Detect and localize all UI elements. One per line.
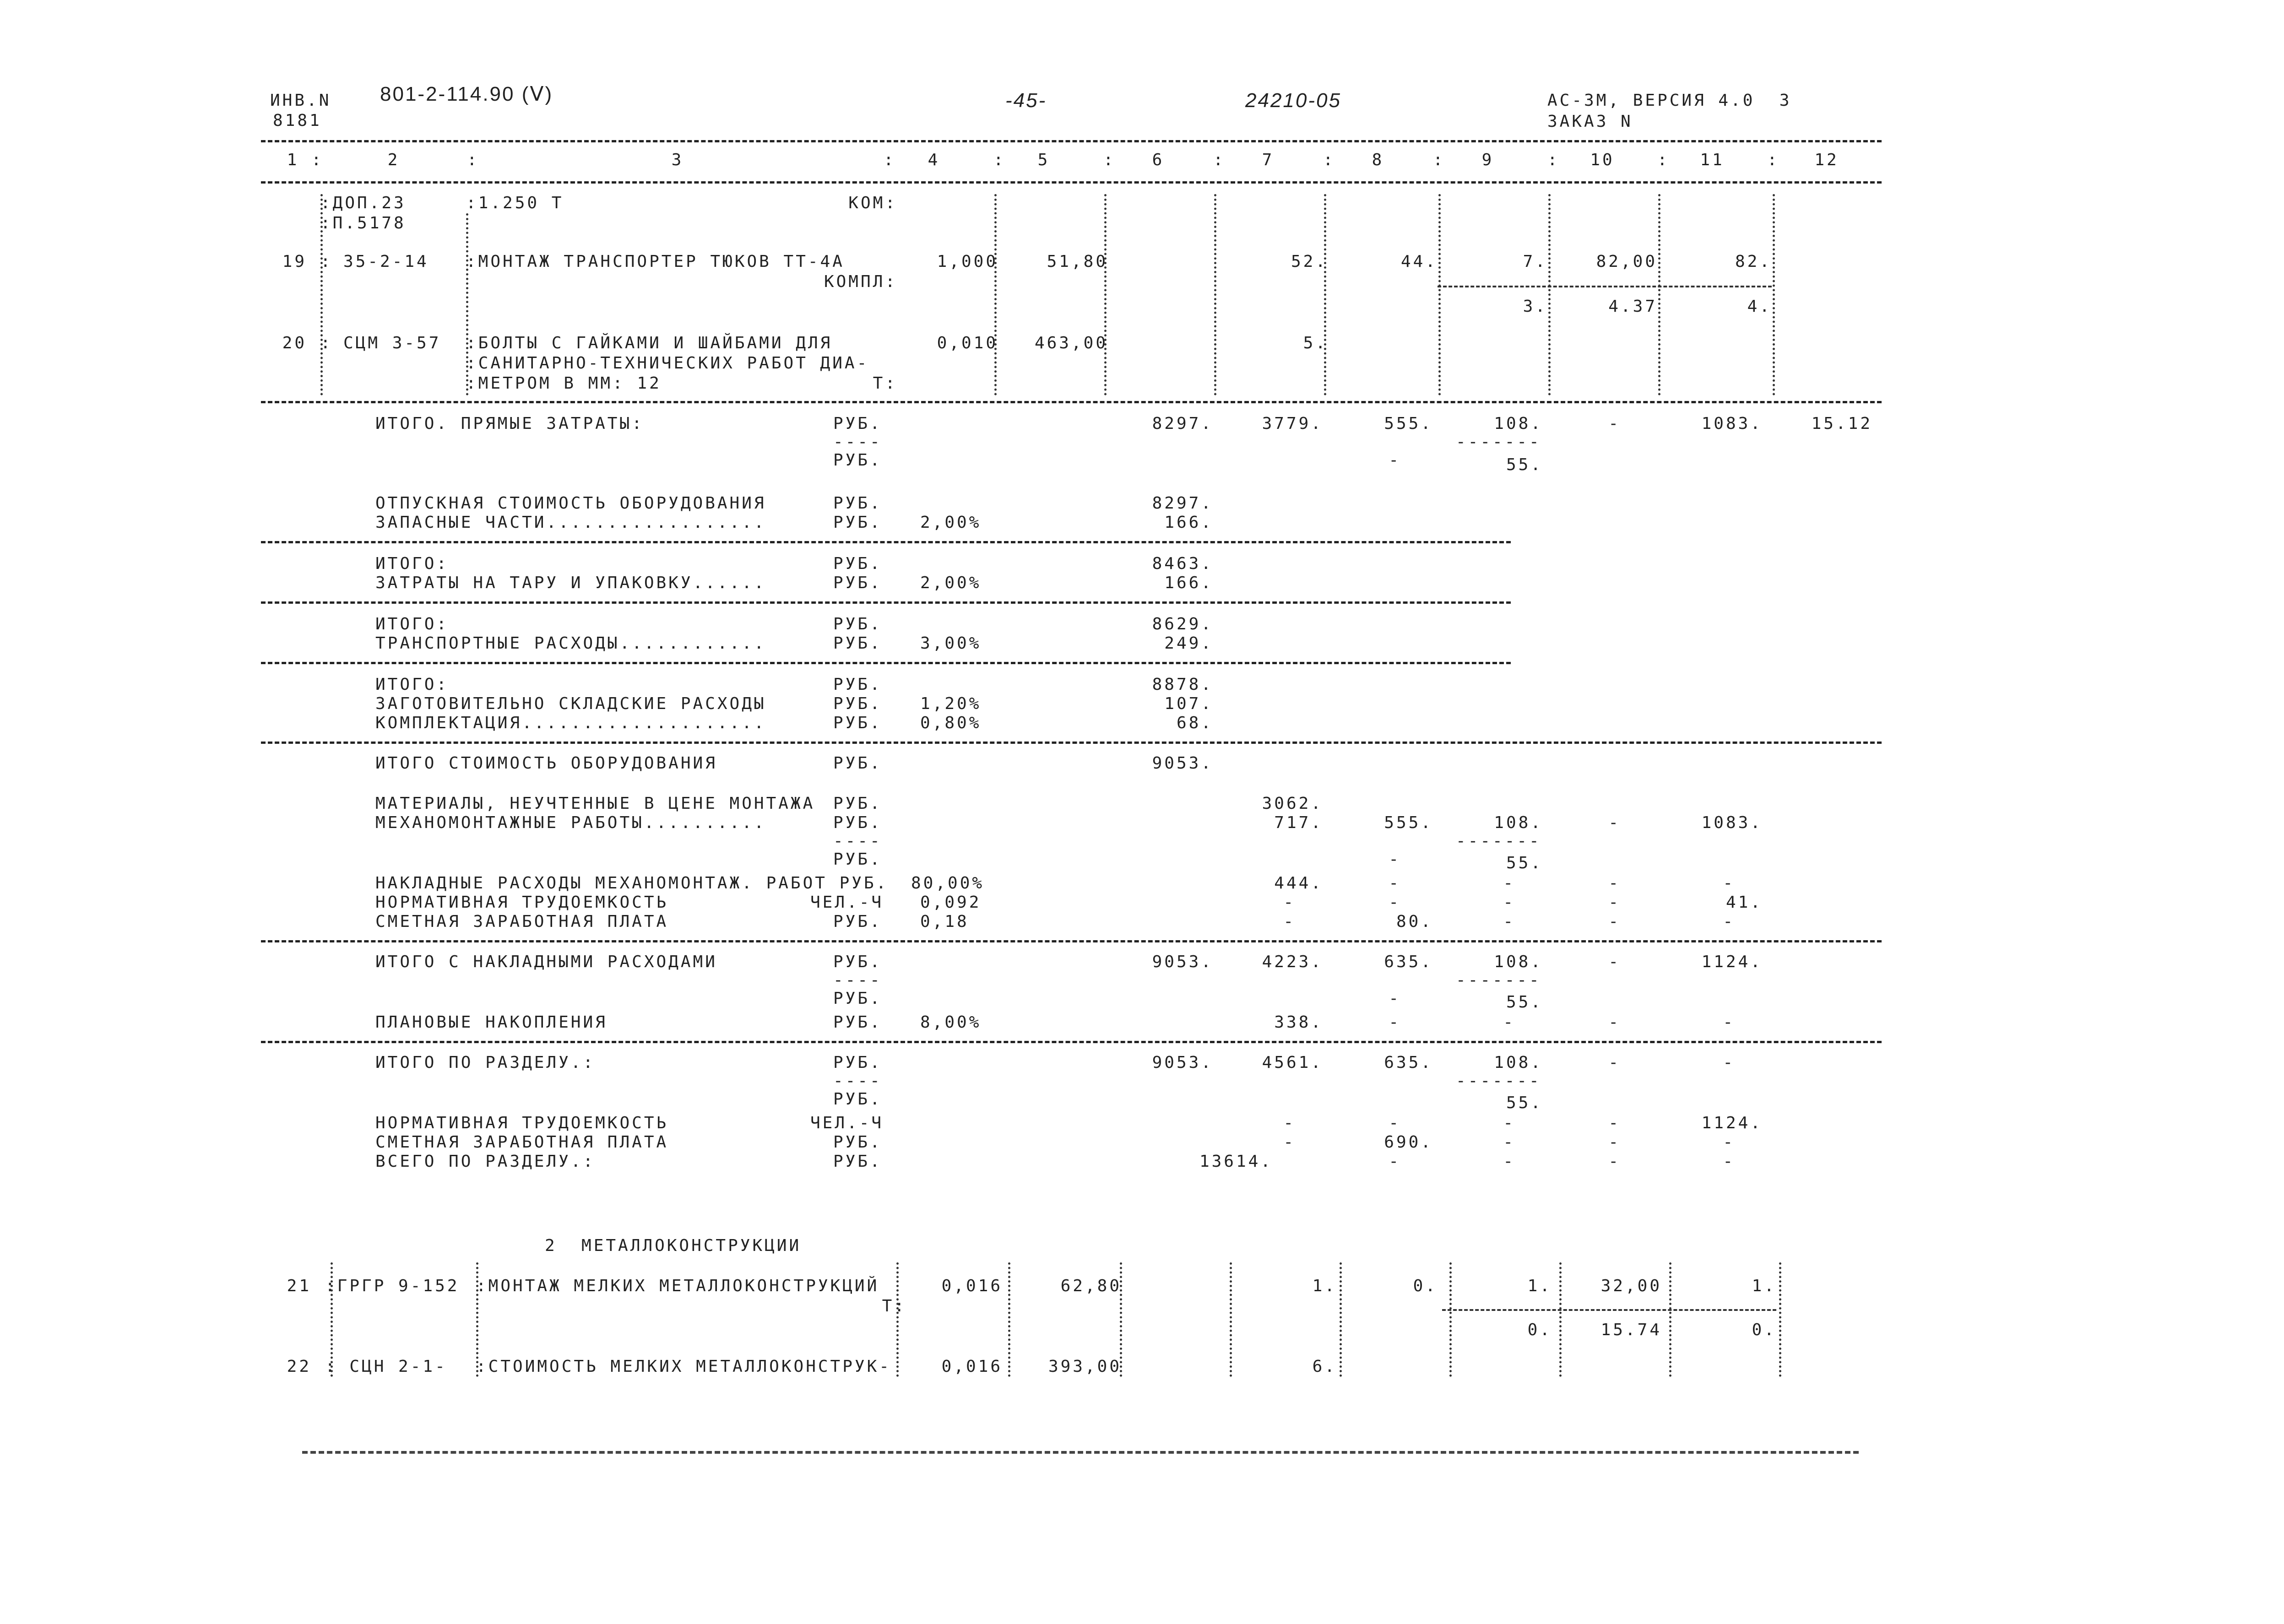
row-value-col10: 15.74	[1600, 1321, 1662, 1339]
summary-value-col7: 444.	[1274, 874, 1323, 893]
column-divider	[1658, 194, 1663, 395]
summary-value-col9: 108.	[1494, 414, 1543, 433]
summary-value-col12: 15.12	[1811, 414, 1872, 433]
summary-unit: РУБ.	[833, 574, 882, 592]
summary-unit: РУБ.	[833, 1133, 882, 1152]
row-price: 51,80	[1047, 252, 1108, 271]
summary-value-col6: 8297.	[1152, 414, 1213, 433]
order-number: ЗАКАЗ N	[1547, 112, 1633, 131]
column-divider	[1340, 1262, 1344, 1377]
column-header: 1	[287, 151, 299, 169]
column-divider	[1214, 194, 1219, 395]
column-divider	[994, 194, 999, 395]
row-description: :СТОИМОСТЬ МЕЛКИХ МЕТАЛЛОКОНСТРУК-	[476, 1357, 891, 1376]
column-divider	[896, 1262, 901, 1377]
column-header: 6	[1152, 151, 1165, 169]
summary-label: ПЛАНОВЫЕ НАКОПЛЕНИЯ	[375, 1013, 608, 1032]
inventory-label: ИНВ.N	[270, 91, 331, 110]
section-rule	[261, 541, 1511, 543]
summary-separator: ----	[833, 971, 882, 990]
summary-value-col7: -	[1283, 1114, 1296, 1132]
column-separator: :	[311, 151, 324, 169]
summary-label: НОРМАТИВНАЯ ТРУДОЕМКОСТЬ	[375, 893, 669, 912]
row-quantity: 0,010	[937, 334, 998, 352]
summary-value-col9: 55.	[1506, 1093, 1543, 1112]
summary-value-col9: 108.	[1494, 813, 1543, 832]
summary-label: СМЕТНАЯ ЗАРАБОТНАЯ ПЛАТА	[375, 912, 669, 931]
summary-value-col6: 68.	[1176, 714, 1213, 732]
section-rule	[261, 601, 1511, 604]
section-title: 2 МЕТАЛЛОКОНСТРУКЦИИ	[545, 1236, 802, 1255]
row-value-col11: 82.	[1735, 252, 1772, 271]
summary-label: ТРАНСПОРТНЫЕ РАСХОДЫ............	[375, 634, 766, 653]
row-subrule	[1438, 286, 1772, 287]
summary-value-col9: -	[1503, 912, 1515, 931]
summary-value-col6: 107.	[1164, 694, 1213, 713]
inventory-number: 8181	[273, 111, 322, 130]
summary-unit: РУБ.	[833, 634, 882, 653]
summary-separator: ----	[833, 832, 882, 850]
column-header: 10	[1590, 151, 1615, 169]
summary-unit: РУБ.	[833, 714, 882, 732]
column-separator: :	[1213, 151, 1226, 169]
row-description: :МОНТАЖ ТРАНСПОРТЕР ТЮКОВ ТТ-4А	[466, 252, 845, 271]
summary-unit: РУБ.	[833, 1053, 882, 1072]
summary-value-col8: -	[1389, 1013, 1401, 1032]
row-description: :МЕТРОМ В ММ: 12	[466, 374, 662, 393]
row-code: : СЦН 2-1-	[325, 1357, 447, 1376]
summary-label: ИТОГО С НАКЛАДНЫМИ РАСХОДАМИ	[375, 953, 717, 971]
summary-value-col11: 1083.	[1701, 813, 1763, 832]
summary-value-col9: 55.	[1506, 993, 1543, 1012]
summary-value-col6: 13614.	[1199, 1152, 1273, 1171]
summary-value-col10: -	[1608, 893, 1621, 912]
page-number: -45-	[1005, 89, 1047, 112]
summary-value-col7: 717.	[1274, 813, 1323, 832]
summary-value-col8: 635.	[1384, 953, 1433, 971]
column-separator: :	[1767, 151, 1779, 169]
summary-separator: ----	[833, 1072, 882, 1090]
column-divider	[1449, 1262, 1454, 1377]
summary-value-col7: 338.	[1274, 1013, 1323, 1032]
summary-value-col6: 8463.	[1152, 554, 1213, 573]
summary-value-col9: 108.	[1494, 1053, 1543, 1072]
column-divider	[1438, 194, 1443, 395]
row-unit: Т:	[882, 1297, 906, 1315]
column-divider	[320, 194, 325, 395]
row-value-col8: 44.	[1400, 252, 1438, 271]
column-header: 12	[1814, 151, 1839, 169]
summary-unit: РУБ.	[833, 414, 882, 433]
summary-unit: РУБ.	[833, 1013, 882, 1032]
summary-value-col9: -	[1503, 1013, 1515, 1032]
column-header: 7	[1262, 151, 1275, 169]
row-price: 62,80	[1060, 1277, 1122, 1295]
summary-value-col8: -	[1389, 1114, 1401, 1132]
summary-value-col9: -	[1503, 874, 1515, 893]
summary-value-col8: -	[1389, 893, 1401, 912]
summary-label: КОМПЛЕКТАЦИЯ....................	[375, 714, 766, 732]
summary-label: МАТЕРИАЛЫ, НЕУЧТЕННЫЕ В ЦЕНЕ МОНТАЖА	[375, 794, 815, 813]
row-unit: КОМ:	[848, 194, 897, 212]
summary-label: МЕХАНОМОНТАЖНЫЕ РАБОТЫ..........	[375, 813, 766, 832]
summary-label: ВСЕГО ПО РАЗДЕЛУ.:	[375, 1152, 596, 1171]
summary-value-col11: -	[1723, 874, 1735, 893]
summary-value-col6: 249.	[1164, 634, 1213, 653]
summary-separator: -------	[1456, 832, 1541, 850]
summary-label: ИТОГО:	[375, 615, 449, 633]
summary-label: ЗАТРАТЫ НА ТАРУ И УПАКОВКУ......	[375, 574, 766, 592]
column-header: 9	[1481, 151, 1494, 169]
summary-unit: РУБ.	[833, 953, 882, 971]
column-separator: :	[320, 252, 333, 271]
summary-value-col6: 166.	[1164, 574, 1213, 592]
program-version: АС-3М, ВЕРСИЯ 4.0 3	[1547, 91, 1792, 110]
row-number: 20	[282, 334, 307, 352]
summary-unit: РУБ.	[833, 813, 882, 832]
column-header: 11	[1700, 151, 1725, 169]
summary-label: ИТОГО:	[375, 675, 449, 694]
column-separator: :	[1547, 151, 1560, 169]
summary-percent: 2,00%	[920, 513, 982, 532]
column-separator: :	[320, 334, 333, 352]
summary-value-col8: 80.	[1396, 912, 1433, 931]
summary-value-col8: 690.	[1384, 1133, 1433, 1152]
column-divider	[1230, 1262, 1234, 1377]
summary-value-col10: -	[1608, 953, 1621, 971]
section-rule	[261, 940, 1882, 942]
column-divider	[1773, 194, 1777, 395]
column-divider	[1120, 1262, 1124, 1377]
summary-value-col11: 1124.	[1701, 953, 1763, 971]
summary-value-col10: -	[1608, 813, 1621, 832]
row-value-col9: 0.	[1527, 1321, 1552, 1339]
summary-value-col8: 635.	[1384, 1053, 1433, 1072]
row-number: 19	[282, 252, 307, 271]
column-divider	[1559, 1262, 1564, 1377]
summary-value-col9: -	[1503, 1114, 1515, 1132]
summary-value-col11: -	[1723, 912, 1735, 931]
summary-label: ОТПУСКНАЯ СТОИМОСТЬ ОБОРУДОВАНИЯ	[375, 494, 766, 513]
row-value-col9: 3.	[1523, 297, 1547, 316]
summary-unit: РУБ.	[833, 554, 882, 573]
row-number: 22	[287, 1357, 311, 1376]
summary-unit: РУБ.	[833, 754, 882, 773]
summary-value-col10: -	[1608, 1133, 1621, 1152]
summary-value-col9: 55.	[1506, 854, 1543, 872]
summary-value-col8: -	[1389, 850, 1401, 869]
column-header: 8	[1372, 151, 1384, 169]
summary-value-col6: 8878.	[1152, 675, 1213, 694]
row-value-col9: 7.	[1523, 252, 1547, 271]
column-separator: :	[1433, 151, 1445, 169]
row-value-col10: 32,00	[1600, 1277, 1662, 1295]
row-code: СЦМ 3-57	[343, 334, 441, 352]
summary-label: НОРМАТИВНАЯ ТРУДОЕМКОСТЬ	[375, 1114, 669, 1132]
summary-label: ИТОГО ПО РАЗДЕЛУ.:	[375, 1053, 596, 1072]
column-divider	[1008, 1262, 1013, 1377]
summary-value-col10: -	[1608, 1114, 1621, 1132]
summary-unit: РУБ.	[833, 794, 882, 813]
summary-separator: -------	[1456, 971, 1541, 990]
row-quantity: 0,016	[941, 1357, 1003, 1376]
summary-unit: РУБ.	[833, 694, 882, 713]
summary-value-col8: -	[1389, 1152, 1401, 1171]
summary-value-col6: 9053.	[1152, 1053, 1213, 1072]
summary-percent: 1,20%	[920, 694, 982, 713]
column-divider	[1104, 194, 1109, 395]
row-subrule	[1442, 1309, 1776, 1311]
row-code: :ДОП.23	[320, 194, 406, 212]
summary-unit: РУБ.	[833, 451, 882, 470]
section-rule	[261, 401, 1882, 403]
document-code: 24210-05	[1245, 89, 1341, 112]
summary-value-col8: -	[1389, 989, 1401, 1008]
row-description: :САНИТАРНО-ТЕХНИЧЕСКИХ РАБОТ ДИА-	[466, 354, 869, 373]
summary-value-col8: -	[1389, 451, 1401, 470]
summary-label: ЗАПАСНЫЕ ЧАСТИ..................	[375, 513, 766, 532]
summary-value-col9: -	[1503, 1133, 1515, 1152]
row-code: 35-2-14	[343, 252, 429, 271]
column-separator: :	[1103, 151, 1116, 169]
summary-value-col10: -	[1608, 1053, 1621, 1072]
row-quantity: 0,016	[941, 1277, 1003, 1295]
row-value-col7: 5.	[1303, 334, 1328, 352]
column-header: 4	[928, 151, 940, 169]
section-rule	[261, 742, 1882, 744]
summary-percent: 8,00%	[920, 1013, 982, 1032]
row-description: :МОНТАЖ МЕЛКИХ МЕТАЛЛОКОНСТРУКЦИЙ	[476, 1277, 879, 1295]
summary-label: ИТОГО:	[375, 554, 449, 573]
summary-label: ИТОГО СТОИМОСТЬ ОБОРУДОВАНИЯ	[375, 754, 717, 773]
summary-value-col7: 3062.	[1262, 794, 1323, 813]
column-separator: :	[884, 151, 896, 169]
summary-value-col7: -	[1283, 893, 1296, 912]
row-unit: КОМПЛ:	[824, 272, 897, 291]
summary-percent: 0,092	[920, 893, 982, 912]
summary-value-col11: -	[1723, 1133, 1735, 1152]
header-rule	[261, 181, 1882, 184]
row-value-col11: 0.	[1752, 1321, 1776, 1339]
page-bottom-rule	[302, 1451, 1859, 1454]
column-header: 2	[387, 151, 400, 169]
summary-value-col11: -	[1723, 1013, 1735, 1032]
summary-value-col11: 1083.	[1701, 414, 1763, 433]
column-divider	[466, 213, 471, 395]
column-divider	[476, 1262, 481, 1377]
summary-value-col6: 9053.	[1152, 953, 1213, 971]
summary-unit: РУБ.	[833, 850, 882, 869]
column-divider	[1779, 1262, 1784, 1377]
summary-percent: 0,18	[920, 912, 969, 931]
row-price: 463,00	[1034, 334, 1108, 352]
summary-value-col7: 3779.	[1262, 414, 1323, 433]
summary-value-col9: -	[1503, 893, 1515, 912]
summary-unit: РУБ.	[833, 912, 882, 931]
column-divider	[1548, 194, 1553, 395]
summary-value-col6: 8297.	[1152, 494, 1213, 513]
column-separator: :	[993, 151, 1006, 169]
row-code: :П.5178	[320, 214, 406, 233]
column-header: 3	[671, 151, 684, 169]
summary-unit: РУБ.	[833, 675, 882, 694]
summary-label: ЗАГОТОВИТЕЛЬНО СКЛАДСКИЕ РАСХОДЫ	[375, 694, 766, 713]
header-rule	[261, 140, 1882, 142]
summary-value-col10: -	[1608, 912, 1621, 931]
row-value-col7: 52.	[1291, 252, 1328, 271]
summary-value-col10: -	[1608, 1152, 1621, 1171]
summary-value-col9: 108.	[1494, 953, 1543, 971]
row-description: :БОЛТЫ С ГАЙКАМИ И ШАЙБАМИ ДЛЯ	[466, 334, 833, 352]
summary-unit: РУБ.	[833, 1090, 882, 1109]
summary-percent: 3,00%	[920, 634, 982, 653]
summary-value-col10: -	[1608, 874, 1621, 893]
summary-label: СМЕТНАЯ ЗАРАБОТНАЯ ПЛАТА	[375, 1133, 669, 1152]
row-value-col10: 4.37	[1608, 297, 1657, 316]
summary-value-col11: 41.	[1725, 893, 1763, 912]
section-rule	[261, 1041, 1882, 1043]
row-value-col7: 6.	[1312, 1357, 1337, 1376]
column-divider	[331, 1262, 335, 1377]
row-code: :ГРГР 9-152	[325, 1277, 460, 1295]
row-description: :1.250 Т	[466, 194, 564, 212]
summary-value-col8: -	[1389, 874, 1401, 893]
summary-value-col11: -	[1723, 1152, 1735, 1171]
summary-value-col7: -	[1283, 1133, 1296, 1152]
summary-value-col10: -	[1608, 1013, 1621, 1032]
row-price: 393,00	[1048, 1357, 1122, 1376]
summary-value-col8: 555.	[1384, 414, 1433, 433]
summary-percent: 0,80%	[920, 714, 982, 732]
column-divider	[1324, 194, 1329, 395]
summary-unit: РУБ.	[833, 615, 882, 633]
summary-separator: ----	[833, 433, 882, 451]
section-rule	[261, 662, 1511, 664]
summary-unit: РУБ.	[833, 513, 882, 532]
summary-percent: 80,00%	[911, 874, 985, 893]
row-value-col10: 82,00	[1596, 252, 1657, 271]
column-separator: :	[1323, 151, 1335, 169]
summary-label: ИТОГО. ПРЯМЫЕ ЗАТРАТЫ:	[375, 414, 644, 433]
summary-unit: РУБ.	[833, 1152, 882, 1171]
summary-value-col9: 55.	[1506, 455, 1543, 474]
summary-value-col8: 555.	[1384, 813, 1433, 832]
row-number: 21	[287, 1277, 311, 1295]
summary-separator: -------	[1456, 1072, 1541, 1090]
summary-unit: ЧЕЛ.-Ч	[810, 893, 884, 912]
column-separator: :	[467, 151, 479, 169]
summary-value-col11: 1124.	[1701, 1114, 1763, 1132]
summary-value-col7: -	[1283, 912, 1296, 931]
row-value-col11: 4.	[1747, 297, 1772, 316]
row-value-col9: 1.	[1527, 1277, 1552, 1295]
summary-unit: ЧЕЛ.-Ч	[810, 1114, 884, 1132]
row-value-col8: 0.	[1413, 1277, 1438, 1295]
summary-value-col6: 8629.	[1152, 615, 1213, 633]
summary-value-col9: -	[1503, 1152, 1515, 1171]
summary-unit: РУБ.	[833, 989, 882, 1008]
summary-label: НАКЛАДНЫЕ РАСХОДЫ МЕХАНОМОНТАЖ. РАБОТ РУБ.	[375, 874, 889, 893]
summary-value-col7: 4561.	[1262, 1053, 1323, 1072]
summary-value-col6: 166.	[1164, 513, 1213, 532]
row-value-col7: 1.	[1312, 1277, 1337, 1295]
summary-unit: РУБ.	[833, 494, 882, 513]
column-separator: :	[1657, 151, 1670, 169]
column-divider	[1669, 1262, 1674, 1377]
summary-percent: 2,00%	[920, 574, 982, 592]
summary-value-col10: -	[1608, 414, 1621, 433]
row-quantity: 1,000	[937, 252, 998, 271]
document-number: 801-2-114.90 (Ⅴ)	[380, 83, 553, 105]
summary-value-col6: 9053.	[1152, 754, 1213, 773]
row-unit: Т:	[873, 374, 897, 393]
summary-value-col11: -	[1723, 1053, 1735, 1072]
summary-separator: -------	[1456, 433, 1541, 451]
summary-value-col7: 4223.	[1262, 953, 1323, 971]
row-value-col11: 1.	[1752, 1277, 1776, 1295]
column-header: 5	[1037, 151, 1050, 169]
